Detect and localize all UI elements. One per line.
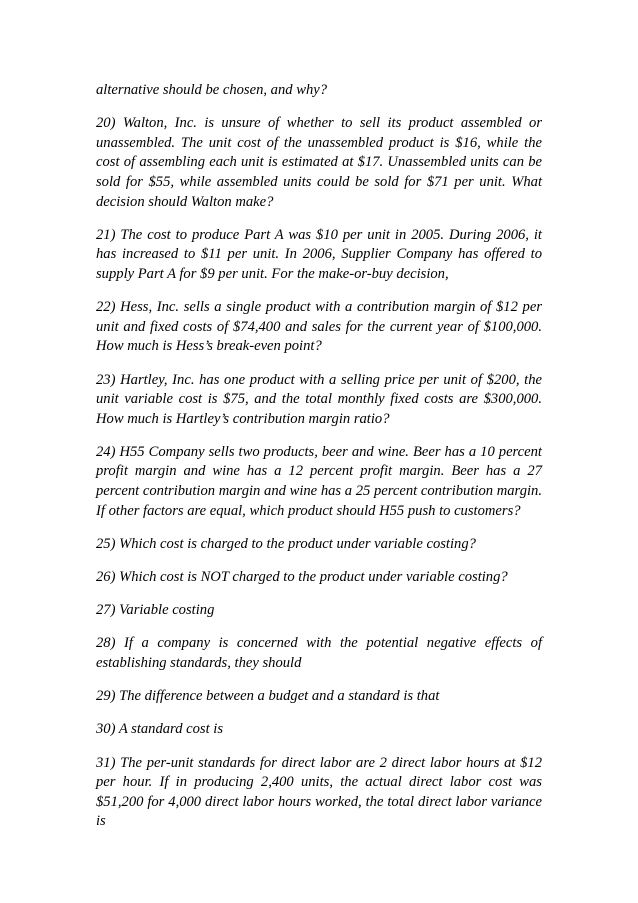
question-22: 22) Hess, Inc. sells a single product with a contribution margin of $12 per unit and fixed costs of $74,400 and sales for the current year of $100,000. How much is Hess’s break-even point? <box>96 299 542 355</box>
question-29: 29) The difference between a budget and a standard is that <box>96 688 440 705</box>
question-26: 26) Which cost is NOT charged to the product under variable costing? <box>96 569 508 586</box>
document-page <box>96 81 542 846</box>
question-30: 30) A standard cost is <box>96 721 224 738</box>
question-28: 28) If a company is concerned with the potential negative effects of establishing standards, they should <box>96 635 542 671</box>
question-21: 21) The cost to produce Part A was $10 per unit in 2005. During 2006, it has increased to $11 per unit. In 2006, Supplier Company has offered to supply Part A for $9 per unit. For the make-or-buy decision, <box>96 226 542 282</box>
question-27: 27) Variable costing <box>96 602 215 619</box>
question-31: 31) The per-unit standards for direct labor are 2 direct labor hours at $12 per hour. If in producing 2,400 units, the actual direct labor cost was $51,200 for 4,000 direct labor hours worked, the total direct labor variance is <box>96 754 542 830</box>
question-20: 20) Walton, Inc. is unsure of whether to sell its product assembled or unassembled. The unit cost of the unassembled product is $16, while the cost of assembling each unit is estimated at $17. Unassembled units can be sold for $55, while assembled units could be sold for $71 per unit. What decision should Walton make? <box>96 115 542 210</box>
question-25: 25) Which cost is charged to the product under variable costing? <box>96 535 476 552</box>
question-continuation: alternative should be chosen, and why? <box>96 82 328 98</box>
question-23: 23) Hartley, Inc. has one product with a selling price per unit of $200, the unit variable cost is $75, and the total monthly fixed costs are $300,000. How much is Hartley’s contribution margin ratio? <box>96 371 542 427</box>
question-24: 24) H55 Company sells two products, beer and wine. Beer has a 10 percent profit margin and wine has a 12 percent profit margin. Beer has a 27 percent contribution margin and wine has a 25 percent contribution margin. If other factors are equal, which product should H55 push to customers? <box>96 443 542 519</box>
